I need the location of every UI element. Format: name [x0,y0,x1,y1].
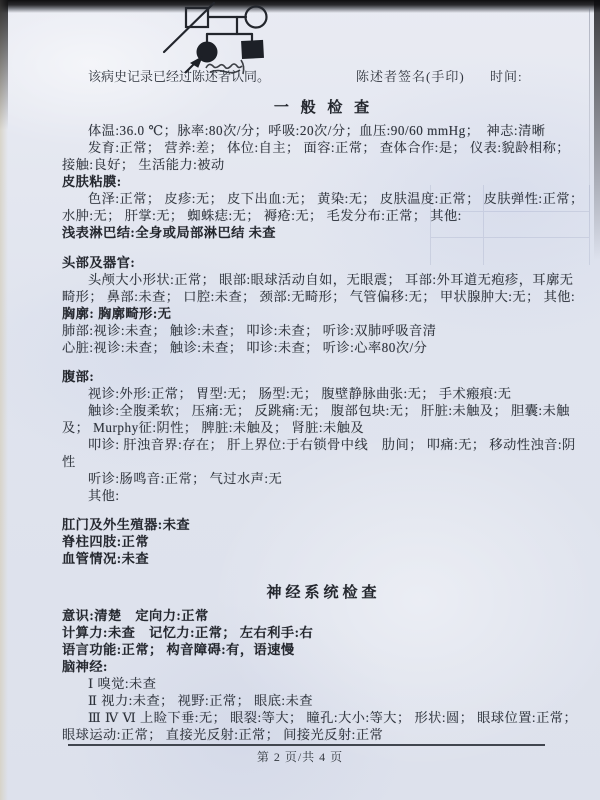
doc-section [62,583,585,743]
doc-section [62,516,585,567]
document-body [62,96,585,743]
doc-line: 浅表淋巴结:全身或局部淋巴结 未查 [62,225,276,240]
pedigree-mother-symbol [246,7,267,28]
doc-line: 头部及器官: [62,255,136,270]
confirm-note: 该病史记录已经过陈述者认同。 [88,69,271,84]
header-row [0,66,600,84]
page-edge-line [589,8,590,238]
section-title: 神经系统检查 [266,585,381,601]
section-title: 一 般 检 查 [273,100,374,116]
page-number: 第 2 页/共 4 页 [256,750,344,764]
signature-label: 陈述者签名(手印) [356,69,465,84]
doc-line: 触诊:全腹柔软； 压痛:无； 反跳痛:无； 腹部包块:无； 肝脏:未触及； 胆囊:未触及； Murphy征:阴性； 脾脏:未触及； 肾脏:未触及 [62,403,570,435]
doc-line: 胸廓: 胸廓畸形:无 [62,306,172,321]
doc-line: 意识:清楚 定向力:正常 [62,608,209,623]
doc-line: 血管情况:未查 [62,551,150,566]
doc-line: 脊柱四肢:正常 [62,534,150,549]
doc-line: 叩诊: 肝浊音界:存在； 肝上界位:于右锁骨中线 肋间； 叩痛:无； 移动性浊音:阴性 [62,437,576,469]
footer-rule [68,744,545,746]
doc-line: 皮肤粘膜: [62,174,122,189]
doc-line: 体温:36.0 ℃；脉率:80次/分；呼吸:20次/分；血压:90/60 mmHg； 神志:清晰 [88,123,546,138]
doc-line: 发育:正常； 营养:差； 体位:自主； 面容:正常； 查体合作:是； 仪表:貌龄相称； 接触:良好； 生活能力:被动 [62,140,570,172]
doc-line: 计算力:未查 记忆力:正常； 左右利手:右 [62,625,314,640]
doc-line: 脑神经: [62,659,108,674]
doc-line: 头颅大小形状:正常； 眼部:眼球活动自如，无眼震； 耳部:外耳道无疱疹，耳廓无畸形； 鼻部:未查； 口腔:未查； 颈部:无畸形； 气管偏移:无； 甲状腺肿大:无； 其他: [62,272,576,304]
doc-section [62,98,585,241]
doc-line: Ⅲ Ⅳ Ⅵ 上睑下垂:无； 眼裂:等大； 瞳孔:大小:等大； 形状:圆； 眼球位置:正常； 眼球运动:正常； 直接光反射:正常； 间接光反射:正常 [62,710,578,742]
doc-line: 其他: [88,488,120,503]
scan-top-edge [0,0,600,13]
doc-line: 视诊:外形:正常； 胃型:无； 肠型:无； 腹壁静脉曲张:无； 手术瘢痕:无 [88,386,512,401]
doc-line: Ⅰ 嗅觉:未查 [88,676,157,691]
doc-line: 色泽:正常； 皮疹:无； 皮下出血:无； 黄染:无； 皮肤温度:正常； 皮肤弹性:正常； 水肿:无； 肝掌:无； 蜘蛛痣:无； 褥疮:无； 毛发分布:正常； 其他: [62,191,584,223]
doc-line: 听诊:肠鸣音:正常； 气过水声:无 [88,471,283,486]
doc-line: 腹部: [62,369,95,384]
doc-line: Ⅱ 视力:未查； 视野:正常； 眼底:未查 [88,693,313,708]
doc-line: 语言功能:正常； 构音障碍:有，语速慢 [62,642,295,657]
doc-line: 心脏:视诊:未查； 触诊:未查； 叩诊:未查； 听诊:心率80次/分 [62,340,428,355]
time-label: 时间: [490,69,523,84]
doc-section [62,254,585,356]
doc-line: 肺部:视诊:未查； 触诊:未查； 叩诊:未查； 听诊:双肺呼吸音清 [62,323,437,338]
doc-section [62,368,585,504]
scan-right-shadow [594,0,600,260]
scan-left-shadow [0,0,8,130]
doc-line: 肛门及外生殖器:未查 [62,517,191,532]
pedigree-affected-son-symbol [242,40,264,58]
